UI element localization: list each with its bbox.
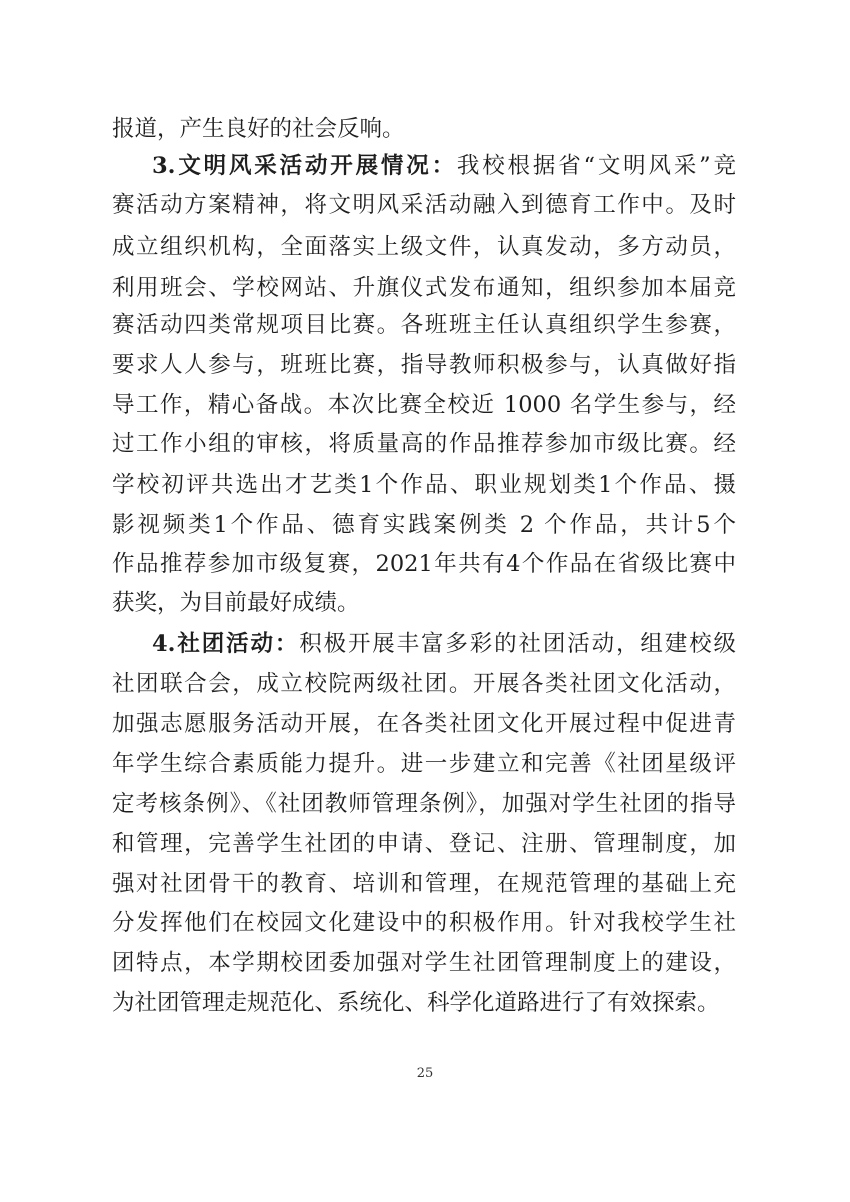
text-line	[112, 390, 736, 420]
line-text: 加强志愿服务活动开展，在各类社团文化开展过程中促进青	[112, 711, 736, 737]
line-text: 赛活动方案精神，将文明风采活动融入到德育工作中。及时	[112, 192, 736, 218]
text-line	[152, 629, 736, 659]
text-line	[112, 429, 736, 459]
line-text: 导工作，精心备战。本次比赛全校近 1000 名学生参与，经	[112, 392, 736, 418]
line-text: 我校根据省“文明风采”竞	[456, 153, 736, 179]
text-line	[112, 549, 736, 579]
text-line	[112, 588, 736, 618]
line-text: 赛活动四类常规项目比赛。各班班主任认真组织学生参赛，	[112, 312, 736, 338]
line-text: 团特点，本学期校团委加强对学生社团管理制度上的建设，	[112, 950, 736, 976]
text-line	[112, 114, 736, 144]
line-text: 利用班会、学校网站、升旗仪式发布通知，组织参加本届竞	[112, 275, 736, 301]
line-text: 要求人人参与，班班比赛，指导教师积极参与，认真做好指	[112, 352, 736, 378]
line-text: 社团联合会，成立校院两级社团。开展各类社团文化活动，	[112, 671, 736, 697]
text-line	[112, 789, 736, 819]
line-text: 过工作小组的审核，将质量高的作品推荐参加市级比赛。经	[112, 431, 736, 457]
text-line	[112, 310, 736, 340]
line-text: 强对社团骨干的教育、培训和管理，在规范管理的基础上充	[112, 871, 736, 897]
text-line	[112, 749, 736, 779]
line-text: 学校初评共选出才艺类1个作品、职业规划类1个作品、摄	[112, 472, 736, 498]
line-text: 报道，产生良好的社会反响。	[112, 116, 405, 142]
text-line	[112, 829, 736, 859]
text-line	[112, 948, 736, 978]
section-heading: 4.社团活动：	[152, 631, 300, 657]
line-text: 积极开展丰富多彩的社团活动，组建校级	[299, 631, 736, 657]
line-text: 为社团管理走规范化、系统化、科学化道路进行了有效探索。	[112, 990, 720, 1016]
section-heading: 3.文明风采活动开展情况：	[152, 153, 457, 179]
page-number: 25	[416, 1066, 434, 1081]
line-text: 获奖，为目前最好成绩。	[112, 590, 360, 616]
text-line	[152, 151, 736, 181]
text-line	[112, 350, 736, 380]
line-text: 影视频类1个作品、德育实践案例类 2 个作品，共计5个	[112, 512, 736, 538]
line-text: 和管理，完善学生社团的申请、登记、注册、管理制度，加	[112, 831, 736, 857]
line-text: 分发挥他们在校园文化建设中的积极作用。针对我校学生社	[112, 910, 736, 936]
text-line	[112, 709, 736, 739]
text-line	[112, 232, 736, 262]
text-line	[112, 470, 736, 500]
text-line	[112, 190, 736, 220]
text-line	[112, 908, 736, 938]
text-line	[112, 669, 736, 699]
text-line	[112, 510, 736, 540]
text-line	[112, 988, 736, 1018]
line-text: 定考核条例》、《社团教师管理条例》，加强对学生社团的指导	[112, 791, 736, 817]
line-text: 作品推荐参加市级复赛，2021年共有4个作品在省级比赛中	[112, 551, 736, 577]
text-line	[112, 869, 736, 899]
line-text: 年学生综合素质能力提升。进一步建立和完善《社团星级评	[112, 751, 736, 777]
line-text: 成立组织机构，全面落实上级文件，认真发动，多方动员，	[112, 234, 736, 260]
text-line	[112, 273, 736, 303]
